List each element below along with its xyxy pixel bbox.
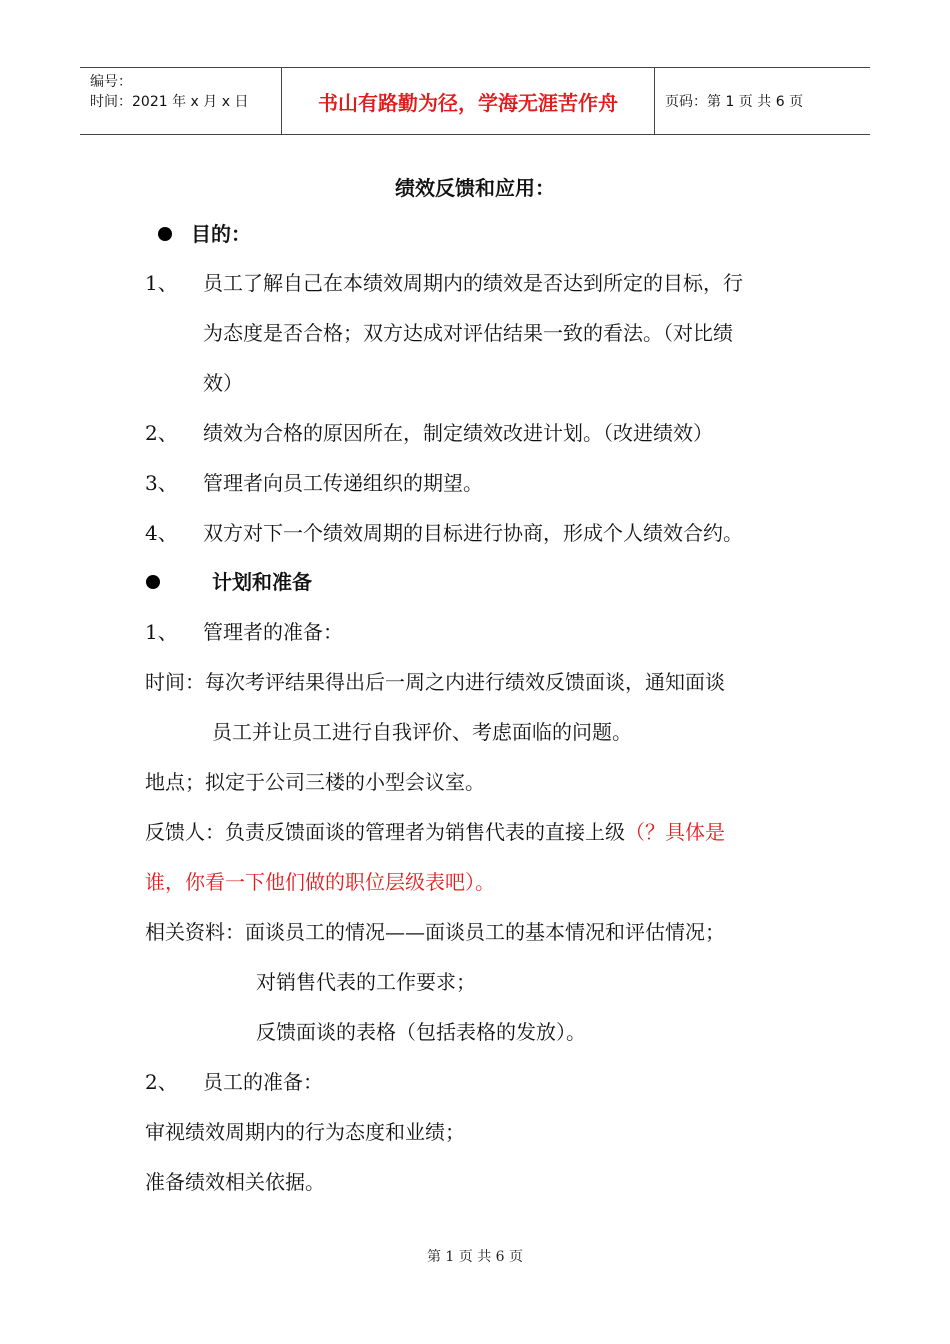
bullet-icon — [158, 227, 172, 241]
list-item-text: 为态度是否合格；双方达成对评估结果一致的看法。（对比绩 — [203, 321, 733, 345]
subsection-label: 员工的准备： — [203, 1070, 323, 1094]
place-text: 地点；拟定于公司三楼的小型会议室。 — [145, 770, 485, 794]
document-title: 绩效反馈和应用： — [395, 176, 555, 200]
employee-text: 准备绩效相关依据。 — [145, 1170, 325, 1194]
list-number: 2、 — [145, 421, 178, 445]
page-footer: 第 1 页 共 6 页 — [426, 1249, 524, 1265]
list-item-text: 效） — [203, 371, 243, 395]
list-number: 4、 — [145, 521, 178, 545]
list-item-text: 绩效为合格的原因所在，制定绩效改进计划。（改进绩效） — [203, 421, 713, 445]
time-label: 时间：2021 年 x 月 x 日 — [90, 94, 249, 110]
feedback-text-black: 反馈人：负责反馈面谈的管理者为销售代表的直接上级 — [145, 820, 625, 844]
list-number: 2、 — [145, 1070, 178, 1094]
header-page-info: 页码：第 1 页 共 6 页 — [665, 94, 804, 110]
list-item-text: 员工了解自己在本绩效周期内的绩效是否达到所定的目标，行 — [203, 271, 743, 295]
header-motto: 书山有路勤为径，学海无涯苦作舟 — [282, 68, 655, 134]
page-header — [80, 67, 870, 135]
section-heading-purpose: 目的： — [191, 222, 251, 246]
materials-text: 相关资料：面谈员工的情况——面谈员工的基本情况和评估情况； — [145, 920, 725, 944]
subsection-label: 管理者的准备： — [203, 620, 343, 644]
list-number: 1、 — [145, 620, 178, 644]
time-text: 员工并让员工进行自我评价、考虑面临的问题。 — [212, 720, 632, 744]
list-item-text: 管理者向员工传递组织的期望。 — [203, 471, 483, 495]
list-item-text: 双方对下一个绩效周期的目标进行协商，形成个人绩效合约。 — [203, 521, 743, 545]
number-label: 编号： — [90, 74, 132, 90]
materials-text: 反馈面谈的表格（包括表格的发放）。 — [256, 1020, 586, 1044]
header-meta — [80, 68, 282, 134]
list-number: 1、 — [145, 271, 178, 295]
feedback-text — [145, 818, 725, 846]
feedback-note-red: （？具体是 — [625, 820, 725, 844]
section-heading-plan: 计划和准备 — [212, 570, 312, 594]
materials-text: 对销售代表的工作要求； — [256, 970, 476, 994]
bullet-icon — [146, 575, 160, 589]
employee-text: 审视绩效周期内的行为态度和业绩； — [145, 1120, 465, 1144]
list-number: 3、 — [145, 471, 178, 495]
feedback-note-red: 谁，你看一下他们做的职位层级表吧）。 — [145, 870, 495, 894]
time-text: 时间：每次考评结果得出后一周之内进行绩效反馈面谈，通知面谈 — [145, 670, 725, 694]
